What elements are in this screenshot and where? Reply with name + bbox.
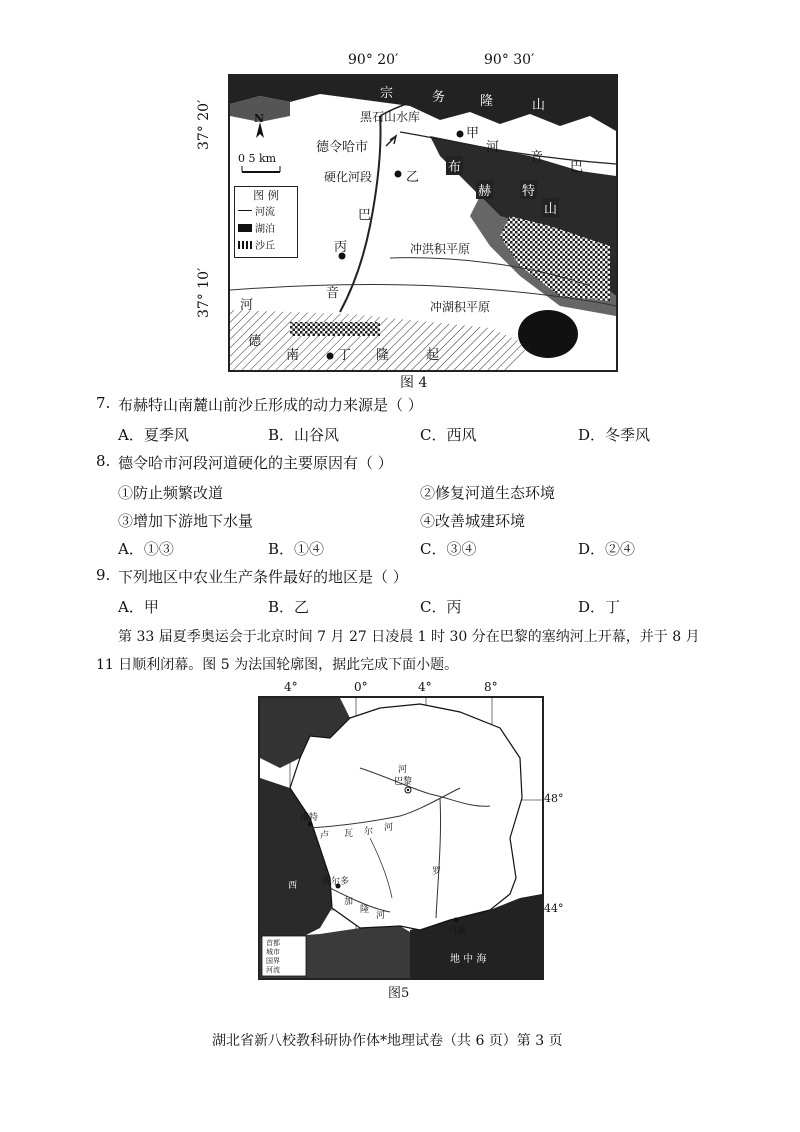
- fig5-lat-1: 48°: [544, 792, 564, 805]
- label-ba-mid: 巴: [358, 208, 372, 223]
- label-zong: 宗: [378, 82, 395, 101]
- label-river-ka: 河: [398, 765, 408, 775]
- q8-option-b[interactable]: B．①④: [268, 540, 325, 558]
- label-bu: 布: [446, 156, 463, 175]
- q8-option-c[interactable]: C．③④: [420, 540, 477, 558]
- fig5-lon-4: 8°: [484, 680, 498, 694]
- label-long: 隆: [478, 90, 495, 109]
- label-river-luo: 罗: [432, 867, 442, 877]
- legend-dune-label: 沙丘: [255, 241, 275, 252]
- label-river-he3: 河: [376, 911, 386, 921]
- river-symbol-icon: [238, 210, 252, 211]
- label-heishishan-reservoir: 黑石山水库: [360, 110, 421, 124]
- label-river-yin: 音: [530, 150, 544, 165]
- label-paris: 巴黎: [394, 777, 413, 787]
- label-bing: 丙: [334, 240, 348, 255]
- legend-item-dune: [235, 237, 297, 252]
- intro-line-2: 11 日顺利闭幕。图 5 为法国轮廓图，据此完成下面小题。: [96, 657, 459, 673]
- fig4-lon-label-2: 90° 30′: [484, 52, 535, 68]
- legend-lake-label: 湖泊: [255, 224, 275, 235]
- label-yin-mid: 音: [326, 286, 340, 301]
- label-ding: 丁: [338, 348, 352, 363]
- legend-item-river: [235, 203, 297, 218]
- figure4-legend: [234, 186, 298, 258]
- q8-option-a[interactable]: A．①③: [118, 540, 174, 558]
- legend-item-lake: [235, 220, 297, 235]
- fig5-lon-2: 0°: [354, 680, 368, 694]
- label-river-er: 尔: [364, 827, 374, 837]
- figure-5-caption: 图5: [388, 986, 410, 1001]
- label-qi: 起: [426, 348, 440, 363]
- fig4-lon-label-1: 90° 20′: [348, 52, 399, 68]
- label-river-he2: 河: [384, 823, 394, 833]
- fig5-lat-2: 44°: [544, 902, 564, 915]
- q7-option-a[interactable]: A．夏季风: [118, 426, 189, 444]
- label-xi: 西: [288, 881, 298, 891]
- q8-number: 8.: [96, 452, 111, 470]
- label-river-he: 河: [486, 140, 500, 155]
- label-shan2: 山: [542, 198, 559, 217]
- q7-option-d[interactable]: D．冬季风: [578, 426, 651, 444]
- label-lacustrine-plain: 冲湖积平原: [430, 300, 491, 314]
- label-river-wa: 瓦: [344, 829, 354, 839]
- q7-number: 7.: [96, 394, 111, 412]
- legend5-capital: 首都: [266, 939, 280, 947]
- fig5-lon-3: 4°: [418, 680, 432, 694]
- label-delingha: 德令哈市: [316, 140, 369, 155]
- label-alluvial-plain: 冲洪积平原: [410, 242, 471, 256]
- label-long2: 隆: [376, 348, 390, 363]
- q7-option-b[interactable]: B．山谷风: [268, 426, 340, 444]
- q8-statement-1: ①防止频繁改道: [118, 484, 224, 502]
- fig4-lat-label-2: 37° 10′: [196, 267, 212, 318]
- figure-4-caption: 图 4: [400, 375, 428, 391]
- page-footer: 湖北省新八校教科研协作体*地理试卷（共 6 页）第 3 页: [212, 1033, 563, 1049]
- legend5-city: 城市: [266, 948, 280, 956]
- legend-title: 图 例: [253, 189, 279, 202]
- label-mediterranean: 地 中 海: [450, 954, 487, 965]
- label-river-ba: 巴: [570, 160, 584, 175]
- legend5-border: 国界: [266, 957, 280, 965]
- label-de: 德: [248, 334, 262, 349]
- figure-4-map: [228, 74, 618, 372]
- fig5-lon-1: 4°: [284, 680, 298, 694]
- label-he-left: 河: [240, 298, 254, 313]
- scale-label: 0 5 km: [238, 152, 277, 165]
- q9-option-a[interactable]: A．甲: [118, 598, 159, 616]
- q8-statement-2: ②修复河道生态环境: [420, 484, 556, 502]
- label-river-jia: 加: [344, 897, 354, 907]
- q8-option-d[interactable]: D．②④: [578, 540, 636, 558]
- label-he: 赫: [476, 180, 493, 199]
- q8-statement-3: ③增加下游地下水量: [118, 512, 254, 530]
- label-marseille: 马赛: [448, 927, 467, 937]
- q9-stem: 下列地区中农业生产条件最好的地区是（ ）: [118, 568, 408, 586]
- label-shan: 山: [530, 94, 547, 113]
- q9-option-c[interactable]: C．丙: [420, 598, 462, 616]
- label-te: 特: [520, 180, 537, 199]
- q8-stem: 德令哈市河段河道硬化的主要原因有（ ）: [118, 454, 393, 472]
- legend5-river: 河流: [266, 966, 280, 974]
- north-label: N: [254, 112, 265, 125]
- q8-statement-4: ④改善城建环境: [420, 512, 526, 530]
- label-jia: 甲: [466, 126, 480, 141]
- dune-symbol-icon: [238, 241, 252, 249]
- fig4-lat-label-1: 37° 20′: [196, 99, 212, 150]
- label-yi: 乙: [406, 170, 420, 185]
- q7-stem: 布赫特山南麓山前沙丘形成的动力来源是（ ）: [118, 396, 423, 414]
- label-nantes: 南特: [300, 813, 319, 823]
- label-bordeaux: 波尔多: [322, 877, 350, 887]
- q9-option-d[interactable]: D．丁: [578, 598, 621, 616]
- figure-5-map-graphic: [260, 698, 542, 978]
- lake-symbol-icon: [238, 224, 252, 232]
- label-yinghua-section: 硬化河段: [324, 170, 373, 184]
- q9-number: 9.: [96, 566, 111, 584]
- q9-option-b[interactable]: B．乙: [268, 598, 310, 616]
- legend-river-label: 河流: [255, 207, 275, 218]
- q7-option-c[interactable]: C．西风: [420, 426, 477, 444]
- label-nan: 南: [286, 348, 300, 363]
- label-river-lung: 隆: [360, 905, 370, 915]
- intro-line-1: 第 33 届夏季奥运会于北京时间 7 月 27 日凌晨 1 时 30 分在巴黎的塞纳河上开幕，并于 8 月: [118, 629, 700, 645]
- figure-5-map: [258, 696, 544, 980]
- label-river-lu: 卢: [320, 831, 330, 841]
- label-wu: 务: [430, 86, 447, 105]
